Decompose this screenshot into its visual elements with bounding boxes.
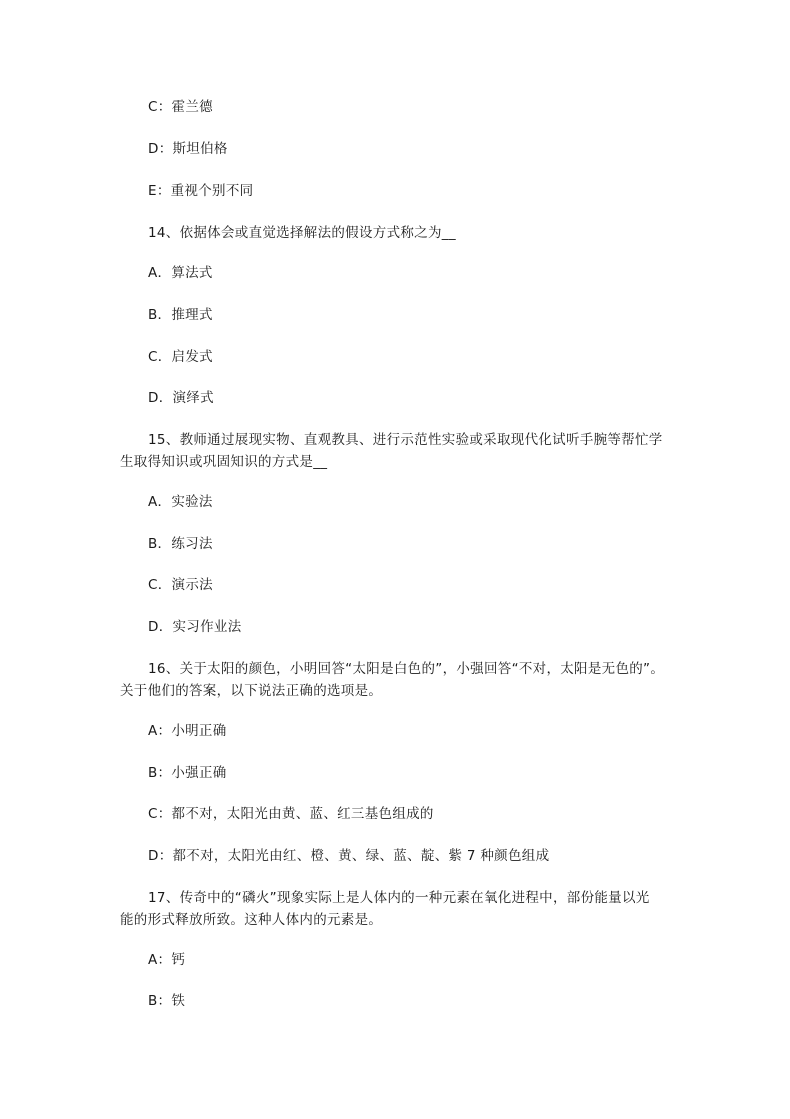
option-d-q14: D．演绎式 — [148, 390, 214, 406]
option-d-q15: D．实习作业法 — [148, 619, 242, 635]
question-16-line1: 16、关于太阳的颜色，小明回答“太阳是白色的”，小强回答“不对，太阳是无色的”。 — [148, 661, 665, 677]
option-a-q15: A．实验法 — [148, 494, 213, 510]
question-14: 14、依据体会或直觉选择解法的假设方式称之为__ — [148, 225, 456, 241]
option-b-q16: B：小强正确 — [148, 765, 227, 781]
option-d-q13: D：斯坦伯格 — [148, 141, 228, 157]
question-15-line2: 生取得知识或巩固知识的方式是__ — [120, 454, 328, 470]
option-a-q17: A：钙 — [148, 952, 186, 968]
question-17-line2: 能的形式释放所致。这种人体内的元素是。 — [120, 912, 383, 928]
option-c-q13: C：霍兰德 — [148, 99, 213, 115]
option-d-q16: D：都不对，太阳光由红、橙、黄、绿、蓝、靛、紫 7 种颜色组成 — [148, 848, 550, 864]
option-b-q15: B．练习法 — [148, 536, 213, 552]
option-a-q14: A．算法式 — [148, 265, 213, 281]
option-c-q15: C．演示法 — [148, 577, 213, 593]
option-e-q13: E：重视个别不同 — [148, 183, 254, 199]
option-b-q17: B：铁 — [148, 993, 186, 1009]
option-c-q16: C：都不对，太阳光由黄、蓝、红三基色组成的 — [148, 806, 434, 822]
question-15-line1: 15、教师通过展现实物、直观教具、进行示范性实验或采取现代化试听手腕等帮忙学 — [148, 432, 663, 448]
question-17-line1: 17、传奇中的“磷火”现象实际上是人体内的一种元素在氧化进程中，部份能量以光 — [148, 890, 650, 906]
option-a-q16: A：小明正确 — [148, 723, 227, 739]
option-c-q14: C．启发式 — [148, 349, 213, 365]
question-16-line2: 关于他们的答案，以下说法正确的选项是。 — [120, 683, 383, 699]
option-b-q14: B．推理式 — [148, 307, 213, 323]
